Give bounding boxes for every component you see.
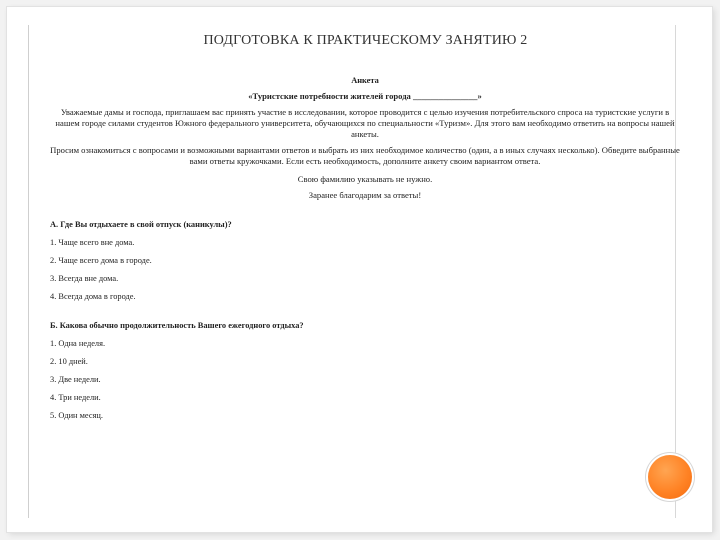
form-instructions: Просим ознакомиться с вопросами и возможными вариантами ответов и выбрать из них необходимое количество (один, а в иных случаях несколько). Обведите выбранные вами ответы кружочками. Если есть необходимость, дополните анкету своим вариантом ответа. xyxy=(50,145,680,166)
answer-option: 1. Одна неделя. xyxy=(50,339,106,348)
answer-option: 1. Чаще всего вне дома. xyxy=(50,238,135,247)
question-label: А. Где Вы отдыхаете в свой отпуск (каникулы)? xyxy=(50,220,232,229)
form-heading: Анкета xyxy=(351,76,379,85)
answer-option: 2. Чаще всего дома в городе. xyxy=(50,256,152,265)
left-border-line xyxy=(28,25,29,518)
form-no-surname: Свою фамилию указывать не нужно. xyxy=(297,174,433,184)
form-thanks: Заранее благодарим за ответы! xyxy=(308,190,422,200)
form-topic: «Туристские потребности жителей города _______________» xyxy=(248,91,482,101)
question-label: Б. Какова обычно продолжительность Вашего ежегодного отдыха? xyxy=(50,321,304,330)
answer-option: 5. Один месяц. xyxy=(50,411,104,420)
answer-option: 4. Всегда дома в городе. xyxy=(50,292,136,301)
answer-option: 3. Две недели. xyxy=(50,375,101,384)
answer-option: 3. Всегда вне дома. xyxy=(50,274,119,283)
question-b xyxy=(50,320,680,421)
answer-option: 4. Три недели. xyxy=(50,393,101,402)
form-intro: Уважаемые дамы и господа, приглашаем вас принять участие в исследовании, которое проводится с целью изучения потребительского спроса на туристские услуги в нашем городе силами студентов Южного федерального университета, обучающихся по специальности «Туризм». Для этого вам необходимо ответить на вопросы нашей анкеты. xyxy=(55,107,675,139)
decorative-circle-icon xyxy=(648,455,692,499)
questionnaire xyxy=(50,75,680,428)
question-a xyxy=(50,219,680,302)
slide xyxy=(7,7,712,532)
page-title: ПОДГОТОВКА К ПРАКТИЧЕСКОМУ ЗАНЯТИЮ 2 xyxy=(203,33,528,48)
answer-option: 2. 10 дней. xyxy=(50,357,88,366)
